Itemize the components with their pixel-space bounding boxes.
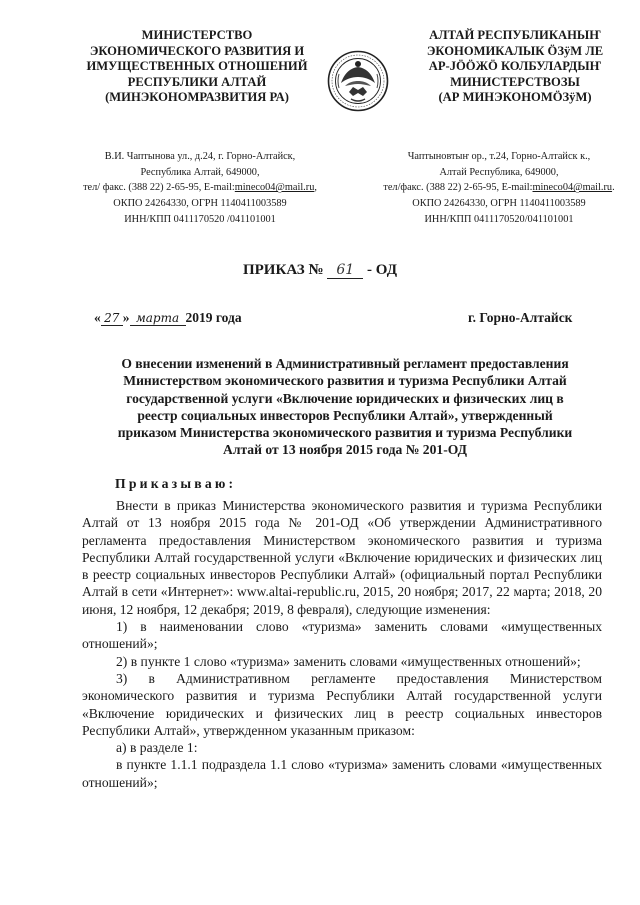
date-open-quote: « [94, 310, 101, 325]
ministry-name-line: ИМУЩЕСТВЕННЫХ ОТНОШЕНИЙ [86, 59, 308, 74]
date-month-handwritten: марта [130, 311, 186, 326]
order-directive-word: Приказываю: [115, 476, 237, 491]
order-subject [80, 355, 610, 459]
city-name: г. Горно-Алтайск [468, 310, 573, 325]
ministry-name-line: ЭКОНОМИЧЕСКОГО РАЗВИТИЯ И [89, 43, 305, 58]
order-date [94, 310, 242, 326]
ministry-name-line: (АР МИНЭКОНОМÖЗÿМ) [438, 90, 592, 105]
amendment-item: 1) в наименовании слово «туризма» заменить словами «имущественных отношений»; [82, 619, 602, 652]
body-paragraph: Внести в приказ Министерства экономического развития и туризма Республики Алтай от 13 ноября 2015 года № 201-ОД «Об утверждении Административного регламента предоставления Министерством экономического развития и туризма Республики Алтай государственной услуги «Включение юридических и физических лиц в реестр социальных инвесторов Республики Алтай» (официальный портал Республики Алтай в сети «Интернет»: www.altai-republic.ru, 2015, 20 ноября; 2017, 22 марта; 2018, 20 июня, 12 ноября, 12 декабря; 2019, 8 февраля), следующие изменения: [82, 498, 602, 617]
order-suffix: - ОД [367, 262, 398, 278]
contact-line [74, 180, 326, 196]
ministry-name-line: МИНИСТЕРСТВО [141, 28, 253, 42]
address-line: Чаптыновтыҥ ор., т.24, Горно-Алтайск к., [407, 151, 591, 162]
ministry-name-russian [78, 28, 316, 106]
ministry-name-line: ЭКОНОМИКАЛЫК ÖЗÿМ ЛЕ [426, 43, 604, 58]
date-year: 2019 года [185, 310, 242, 325]
punctuation: , [314, 182, 317, 194]
punctuation: . [612, 182, 615, 194]
order-title [0, 262, 640, 279]
contact-line [364, 180, 634, 196]
subject-line: О внесении изменений в Административный регламент предоставления [121, 356, 569, 371]
address-block-russian [74, 149, 326, 228]
phone-text: тел/ факс. (388 22) 2-65-95, E-mail: [83, 182, 235, 194]
subject-line: государственной услуги «Включение юридических и физических лиц в [126, 390, 564, 406]
ministry-name-line: АР-JÖÖЖÖ КОЛБУЛАРДЫҤ [428, 59, 602, 74]
registration-line: ОКПО 24264330, ОГРН 1140411003589 [113, 198, 287, 210]
email-link[interactable]: mineco04@mail.ru [532, 182, 613, 194]
tax-id-line: ИНН/КПП 0411170520 /041101001 [124, 213, 276, 225]
date-close-quote: » [122, 310, 130, 325]
subject-line: Алтай от 13 ноября 2015 года № 201-ОД [223, 442, 467, 458]
order-number-handwritten: 61 [327, 263, 363, 279]
address-line: В.И. Чаптынова ул., д.24, г. Горно-Алтайск, [104, 151, 296, 162]
order-prefix: ПРИКАЗ № [242, 262, 324, 278]
amendment-subitem: а) в разделе 1: [116, 740, 198, 756]
amendment-subitem: в пункте 1.1.1 подраздела 1.1 слово «туризма» заменить словами «имущественных отношений»; [82, 757, 602, 790]
registration-line: ОКПО 24264330, ОГРН 1140411003589 [412, 198, 586, 210]
address-line: Республика Алтай, 649000, [140, 166, 260, 178]
amendment-item: 3) в Административном регламенте предоставления Министерством экономического развития и туризма Республики Алтай государственной услуги «Включение юридических и физических лиц в реестр социальных инвесторов Республики Алтай», утвержденном указанным приказом: [82, 670, 602, 738]
email-link[interactable]: mineco04@mail.ru [234, 182, 315, 194]
date-day-handwritten: 27 [101, 311, 123, 326]
ministry-name-altai [404, 28, 626, 106]
ministry-name-line: РЕСПУБЛИКИ АЛТАЙ [127, 74, 267, 89]
subject-line: приказом Министерства экономического развития и туризма Республики [117, 425, 573, 441]
subject-line: Министерством экономического развития и туризма Республики Алтай [123, 373, 567, 389]
tax-id-line: ИНН/КПП 0411170520/041101001 [424, 213, 574, 225]
order-body [82, 497, 602, 791]
ministry-name-line: (МИНЭКОНОМРАЗВИТИЯ РА) [105, 90, 289, 105]
altai-republic-emblem-icon [327, 50, 389, 112]
subject-line: реестр социальных инвесторов Республики Алтай», утвержденный [137, 407, 553, 423]
phone-text: тел/факс. (388 22) 2-65-95, E-mail: [383, 182, 533, 194]
amendment-item: 2) в пункте 1 слово «туризма» заменить словами «имущественных отношений»; [116, 653, 581, 669]
ministry-name-line: МИНИСТЕРСТВОЗЫ [450, 74, 580, 89]
ministry-name-line: АЛТАЙ РЕСПУБЛИКАНЫҤ [429, 28, 601, 42]
address-line: Алтай Республика, 649000, [439, 166, 559, 178]
address-block-altai [364, 149, 634, 228]
